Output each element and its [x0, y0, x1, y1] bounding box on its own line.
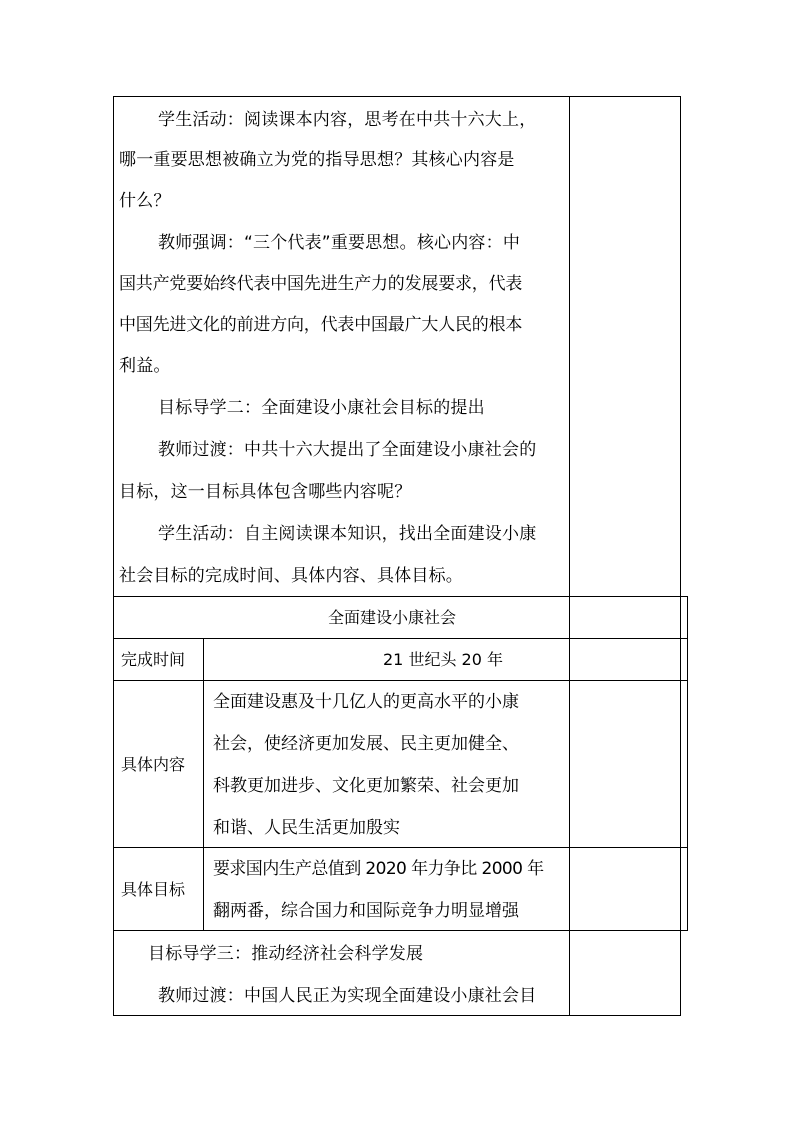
paragraph-line: 教师过渡：中国人民正为实现全面建设小康社会目 [158, 986, 537, 1006]
paragraph-line: 学生活动：阅读课本内容，思考在中共十六大上， [158, 110, 537, 130]
row-value-line: 和谐、人民生活更加殷实 [213, 818, 400, 838]
paragraph-line: 学生活动：自主阅读课本知识，找出全面建设小康 [158, 524, 537, 544]
summary-table-label-divider [203, 638, 204, 931]
outer-table-right-border [680, 96, 681, 1016]
paragraph-line: 国共产党要始终代表中国先进生产力的发展要求，代表 [119, 274, 523, 294]
outer-table-column-divider [569, 96, 570, 1016]
summary-table-row-divider [113, 680, 688, 681]
row-value-completion-time: 21 世纪头 20 年 [383, 650, 503, 669]
row-label-completion-time: 完成时间 [121, 650, 186, 669]
row-value-line: 要求国内生产总值到 2020 年力争比 2000 年 [213, 859, 544, 879]
paragraph-line: 社会目标的完成时间、具体内容、具体目标。 [119, 566, 463, 586]
row-label-specific-goal: 具体目标 [121, 880, 186, 899]
paragraph-line: 哪一重要思想被确立为党的指导思想？其核心内容是 [119, 150, 515, 170]
summary-table-row-divider [113, 847, 688, 848]
row-value-line: 全面建设惠及十几亿人的更高水平的小康 [213, 692, 519, 712]
section-heading: 目标导学三：推动经济社会科学发展 [148, 944, 424, 964]
section-heading: 目标导学二：全面建设小康社会目标的提出 [158, 398, 485, 418]
outer-table-top-border [113, 96, 681, 97]
summary-table-bottom-border [113, 930, 688, 931]
paragraph-line: 教师强调：“三个代表”重要思想。核心内容：中 [158, 233, 521, 253]
paragraph-line: 利益。 [119, 356, 171, 376]
outer-table-left-border-lower [113, 930, 114, 1016]
row-label-specific-content: 具体内容 [121, 755, 186, 774]
paragraph-line: 教师过渡：中共十六大提出了全面建设小康社会的 [158, 440, 537, 460]
paragraph-line: 目标，这一目标具体包含哪些内容呢？ [119, 482, 412, 502]
row-value-line: 翻两番，综合国力和国际竞争力明显增强 [213, 901, 519, 921]
summary-table-left-border [113, 596, 114, 931]
row-value-line: 科教更加进步、文化更加繁荣、社会更加 [213, 776, 519, 796]
outer-table-left-border [113, 96, 114, 596]
summary-table-title: 全面建设小康社会 [328, 608, 457, 627]
paragraph-line: 中国先进文化的前进方向，代表中国最广大人民的根本 [119, 315, 523, 335]
summary-table-row-divider [113, 638, 688, 639]
summary-table-top-border [113, 596, 688, 597]
row-value-line: 社会，使经济更加发展、民主更加健全、 [213, 734, 519, 754]
paragraph-line: 什么？ [119, 191, 171, 211]
outer-table-bottom-border [113, 1015, 681, 1016]
summary-table-right-border [687, 596, 688, 931]
